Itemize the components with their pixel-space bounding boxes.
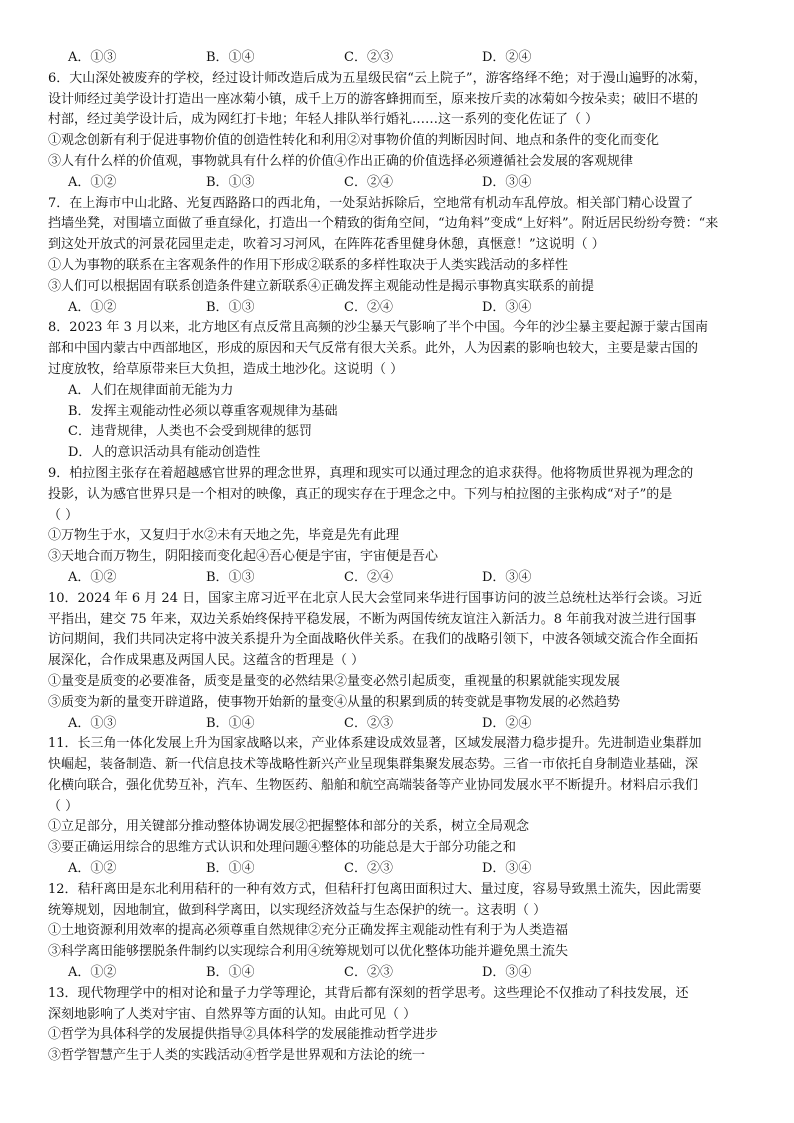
option-c[interactable]: C．②④ (344, 299, 393, 315)
question-stem-line: 快崛起，装备制造、新一代信息技术等战略性新兴产业呈现集群集聚发展态势。三省一市依托自身制造业基础，深 (48, 757, 699, 773)
statement-line: ①万物生于水，又复归于水②未有天地之先，毕竟是先有此理 (48, 528, 400, 544)
question-stem-line: 过度放牧，给草原带来巨大负担，造成土地沙化。这说明（ ） (48, 361, 404, 377)
question-6 (48, 69, 760, 194)
question-10 (48, 589, 760, 735)
question-stem-line: 深刻地影响了人类对宇宙、自然界等方面的认知。由此可见（ ） (48, 1006, 417, 1022)
statement-line: ③科学离田能够摆脱条件制约以实现综合利用④统筹规划可以优化整体功能并避免黑土流失 (48, 944, 569, 960)
question-7 (48, 194, 760, 319)
option-d[interactable]: D．②④ (482, 50, 532, 65)
question-stem-line: 访问期间，我们共同决定将中波关系提升为全面战略伙伴关系。在我们的战略引领下，中波各领域交流合作全面拓 (48, 632, 699, 648)
question-stem-line: （ ） (48, 798, 79, 814)
option-c[interactable]: C．②④ (344, 569, 393, 585)
question-11-options (48, 859, 760, 880)
question-9 (48, 464, 760, 589)
option-a[interactable]: A．①② (68, 299, 117, 315)
statement-line: ①观念创新有利于促进事物价值的创造性转化和利用②对事物价值的判断因时间、地点和条件的变化而变化 (48, 133, 660, 149)
option-b[interactable]: B．①④ (206, 50, 255, 65)
question-12 (48, 880, 760, 984)
option-b[interactable]: B．①④ (206, 715, 255, 731)
question-stem-line: 平指出，建交 75 年来，双边关系始终保持平稳发展，不断为两国传统友谊注入新活力。8 年前我对波兰进行国事 (48, 611, 697, 627)
question-stem-line: 7．在上海市中山北路、光复西路路口的西北角，一处泵站拆除后，空地常有机动车乱停放。相关部门精心设置了 (48, 195, 694, 211)
option-c[interactable]: C．②③ (344, 861, 393, 877)
option-c[interactable]: C．②③ (344, 715, 393, 731)
question-stem-line: 设计师经过美学设计打造出一座冰菊小镇，成千上万的游客蜂拥而至，原来按斤卖的冰菊如今按朵卖；破旧不堪的 (48, 91, 699, 107)
option-d[interactable]: D．②④ (482, 715, 532, 731)
question-stem-line: 到这处开放式的河景花园里走走，吹着习习河风，在阵阵花香里健身休憩，真惬意！”这说明（ ） (48, 237, 605, 253)
option-c[interactable]: C．违背规律，人类也不会受到规律的惩罚 (68, 424, 312, 440)
question-stem-line: 10．2024 年 6 月 24 日，国家主席习近平在北京人民大会堂同来华进行国事访问的波兰总统杜达举行会谈。习近 (48, 590, 703, 606)
option-b[interactable]: B．发挥主观能动性必须以尊重客观规律为基础 (68, 403, 338, 419)
option-a[interactable]: A．①② (68, 569, 117, 585)
question-stem-line: 村部，经过美学设计后，成为网红打卡地；年轻人排队举行婚礼……这一系列的变化佐证了（ ） (48, 112, 599, 128)
question-6-options (48, 173, 760, 194)
option-d[interactable]: D．③④ (482, 861, 532, 877)
question-stem-line: 9．柏拉图主张存在着超越感官世界的理念世界，真理和现实可以通过理念的追求获得。他将物质世界视为理念的 (48, 465, 694, 481)
option-c[interactable]: C．②③ (344, 965, 393, 981)
question-stem-line: 投影，认为感官世界只是一个相对的映像，真正的现实存在于理念之中。下列与柏拉图的主张构成“对子”的是 (48, 486, 673, 502)
option-d[interactable]: D．③④ (482, 569, 532, 585)
question-stem-line: 统筹规划，因地制宜，做到科学离田，以实现经济效益与生态保护的统一。这表明（ ） (48, 902, 547, 918)
statement-line: ③人有什么样的价值观，事物就具有什么样的价值④作出正确的价值选择必须遵循社会发展的客观规律 (48, 153, 634, 169)
statement-line: ①立足部分，用关键部分推动整体协调发展②把握整体和部分的关系，树立全局观念 (48, 819, 530, 835)
option-a[interactable]: A．①② (68, 174, 117, 190)
statement-line: ①人为事物的联系在主客观条件的作用下形成②联系的多样性取决于人类实践活动的多样性 (48, 257, 569, 273)
statement-line: ①土地资源利用效率的提高必须尊重自然规律②充分正确发挥主观能动性有利于为人类造福 (48, 923, 569, 939)
question-stem-line: 11．长三角一体化发展上升为国家战略以来，产业体系建设成效显著，区域发展潜力稳步提升。先进制造业集群加 (48, 736, 702, 752)
question-12-options (48, 963, 760, 984)
question-stem-line: 13．现代物理学中的相对论和量子力学等理论，其背后都有深刻的哲学思考。这些理论不仅推动了科技发展，还 (48, 985, 689, 1001)
exam-content (48, 48, 760, 1067)
question-9-options (48, 568, 760, 589)
option-c[interactable]: C．②④ (344, 174, 393, 190)
option-b[interactable]: B．①③ (206, 174, 255, 190)
question-stem-line: （ ） (48, 507, 79, 523)
option-d[interactable]: D．③④ (482, 965, 532, 981)
option-b[interactable]: B．①③ (206, 299, 255, 315)
option-d[interactable]: D．③④ (482, 174, 532, 190)
option-c[interactable]: C．②③ (344, 50, 393, 65)
question-stem-line: 展深化，合作成果惠及两国人民。这蕴含的哲理是（ ） (48, 653, 365, 669)
statement-line: ③质变为新的量变开辟道路，使事物开始新的量变④从量的积累到质的转变就是事物发展的必然趋势 (48, 694, 621, 710)
statement-line: ①哲学为具体科学的发展提供指导②具体科学的发展能推动哲学进步 (48, 1027, 439, 1043)
option-b[interactable]: B．①④ (206, 861, 255, 877)
question-stem-line: 6．大山深处被废弃的学校，经过设计师改造后成为五星级民宿“云上院子”，游客络绎不绝；对于漫山遍野的冰菊， (48, 70, 707, 86)
statement-line: ③要正确运用综合的思维方式认识和处理问题④整体的功能总是大于部分功能之和 (48, 840, 517, 856)
question-8 (48, 318, 760, 464)
statement-line: ③哲学智慧产生于人类的实践活动④哲学是世界观和方法论的统一 (48, 1048, 426, 1064)
option-b[interactable]: B．①③ (206, 569, 255, 585)
option-a[interactable]: A．①② (68, 965, 117, 981)
question-stem-line: 12．秸秆离田是东北利用秸秆的一种有效方式，但秸秆打包离田面积过大、量过度，容易导致黑土流失，因此需要 (48, 881, 702, 897)
question-stem-line: 挡墙坐凳，对围墙立面做了垂直绿化，打造出一个精致的街角空间，“边角料”变成“上好料”。附近居民纷纷夸赞：“来 (48, 216, 719, 232)
option-a[interactable]: A．①② (68, 861, 117, 877)
option-d[interactable]: D．人的意识活动具有能动创造性 (68, 445, 261, 461)
question-stem-line: 化横向联合，强化优势互补，汽车、生物医药、船舶和航空高端装备等产业协同发展水平不断提升。材料启示我们 (48, 777, 699, 793)
question-10-options (48, 714, 760, 735)
question-stem-line: 8．2023 年 3 月以来，北方地区有点反常且高频的沙尘暴天气影响了半个中国。今年的沙尘暴主要起源于蒙古国南 (48, 320, 709, 336)
question-stem-line: 部和中国内蒙古中西部地区，形成的原因和天气反常有很大关系。此外，人为因素的影响也较大，主要是蒙古国的 (48, 341, 699, 357)
option-a[interactable]: A．①③ (68, 50, 117, 65)
question-5-options (48, 48, 760, 69)
question-13 (48, 984, 760, 1067)
statement-line: ①量变是质变的必要准备，质变是量变的必然结果②量变必然引起质变，重视量的积累就能实现发展 (48, 673, 621, 689)
statement-line: ③人们可以根据固有联系创造条件建立新联系④正确发挥主观能动性是揭示事物真实联系的前提 (48, 278, 595, 294)
option-d[interactable]: D．③④ (482, 299, 532, 315)
option-a[interactable]: A．人们在规律面前无能为力 (68, 382, 234, 398)
question-5-tail (48, 48, 760, 69)
question-11 (48, 734, 760, 880)
question-7-options (48, 298, 760, 319)
option-a[interactable]: A．①③ (68, 715, 117, 731)
option-b[interactable]: B．①④ (206, 965, 255, 981)
statement-line: ③天地合而万物生，阴阳接而变化起④吾心便是宇宙，宇宙便是吾心 (48, 549, 439, 565)
